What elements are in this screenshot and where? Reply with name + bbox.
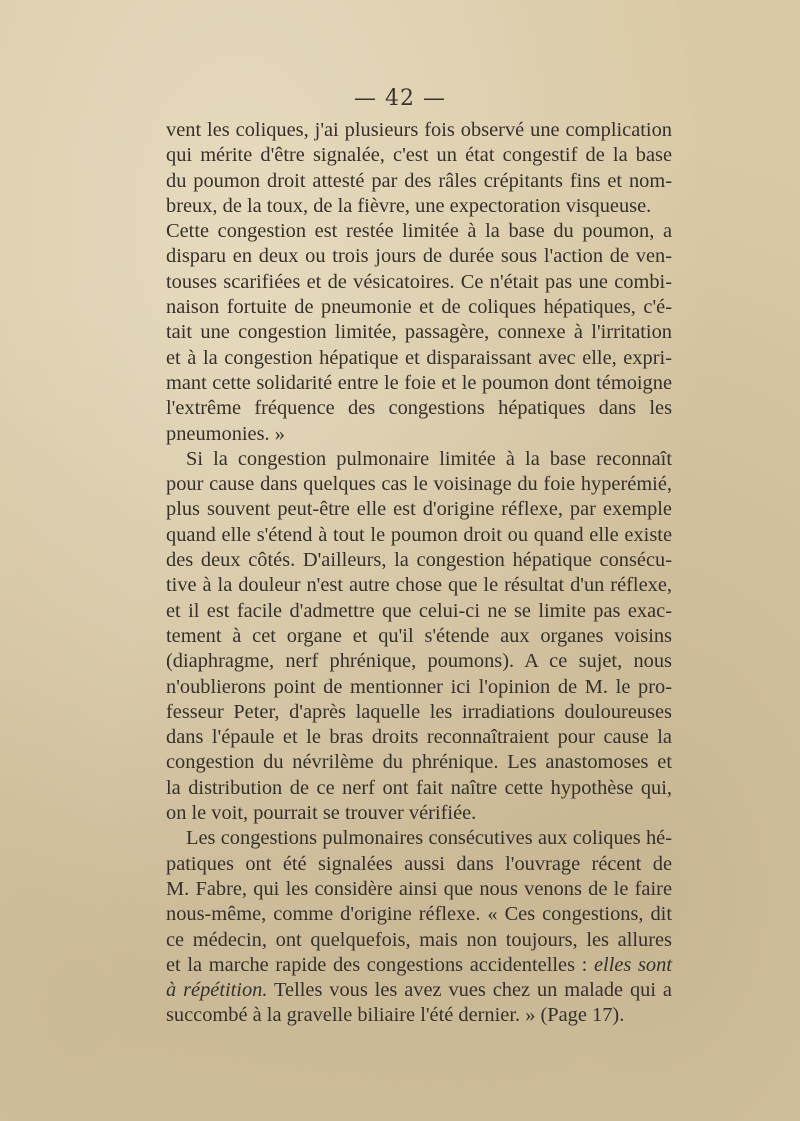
text-line <box>166 447 672 472</box>
line-text: fesseur Peter, d'après laquelle les irradiations douloureuses <box>166 700 672 723</box>
text-line <box>166 523 672 548</box>
line-text: dans l'épaule et le bras droits reconnaîtraient pour cause la <box>166 726 672 749</box>
text-line <box>166 928 672 953</box>
text-line <box>166 169 672 194</box>
text-line <box>166 624 672 649</box>
text-line <box>166 902 672 927</box>
text-line <box>166 422 672 447</box>
line-text: et il est facile d'admettre que celui-ci ne se limite pas exac- <box>166 599 672 622</box>
line-text: vent les coliques, j'ai plusieurs fois observé une complication <box>166 119 672 141</box>
line-text: tement à cet organe et qu'il s'étende aux organes voisins <box>166 624 672 647</box>
text-line <box>166 649 672 674</box>
line-text: l'extrême fréquence des congestions hépatiques dans les <box>166 397 672 420</box>
line-text: nous-même, comme d'origine réflexe. « Ces congestions, dit <box>166 903 672 926</box>
line-text: la distribution de ce nerf ont fait naître cette hypothèse qui, <box>166 776 672 799</box>
line-text: naison fortuite de pneumonie et de coliques hépatiques, c'é- <box>166 296 672 319</box>
text-line <box>166 776 672 801</box>
line-text: Cette congestion est restée limitée à la base du poumon, a <box>166 220 672 243</box>
page-number: — 42 — <box>354 86 446 111</box>
text-line <box>166 700 672 725</box>
text-line <box>166 801 672 826</box>
line-text: ce médecin, ont quelquefois, mais non toujours, les allures <box>166 928 672 951</box>
line-text: tait une congestion limitée, passagère, connexe à l'irritation <box>166 321 672 344</box>
text-line <box>166 472 672 497</box>
line-text: et à la congestion hépatique et disparaissant avec elle, expri- <box>166 346 672 369</box>
line-text: mant cette solidarité entre le foie et le poumon dont témoigne <box>166 371 672 394</box>
line-text: Les congestions pulmonaires consécutives aux coliques hé- <box>186 827 672 850</box>
text-line <box>166 599 672 624</box>
line-text: M. Fabre, qui les considère ainsi que nous venons de le faire <box>166 877 672 900</box>
text-line <box>166 497 672 522</box>
text-line <box>166 295 672 320</box>
text-line <box>166 270 672 295</box>
line-text: Si la congestion pulmonaire limitée à la base reconnaît <box>186 447 672 470</box>
text-line <box>166 244 672 269</box>
text-line <box>166 118 672 143</box>
line-text: plus souvent peut-être elle est d'origine réflexe, par exemple <box>166 498 672 521</box>
line-text: quand elle s'étend à tout le poumon droit ou quand elle existe <box>166 523 672 546</box>
italic-text: elles sont <box>593 953 672 976</box>
text-line <box>166 675 672 700</box>
text-line <box>166 978 672 1003</box>
text-line <box>166 396 672 421</box>
italic-text: à répétition. <box>166 979 268 1002</box>
text-line <box>166 219 672 244</box>
line-text: patiques ont été signalées aussi dans l'ouvrage récent de <box>166 852 672 875</box>
text-line <box>166 826 672 851</box>
line-text: qui mérite d'être signalée, c'est un état congestif de la base <box>166 144 672 167</box>
text-line <box>166 573 672 598</box>
text-line <box>166 953 672 978</box>
line-text: des deux côtés. D'ailleurs, la congestion hépatique consécu- <box>166 549 672 572</box>
line-text: tive à la douleur n'est autre chose que le résultat d'un réflexe, <box>166 574 672 597</box>
text-line <box>166 194 672 219</box>
line-text: et la marche rapide des congestions accidentelles : <box>166 953 594 976</box>
text-line <box>166 346 672 371</box>
body-text <box>166 118 672 1029</box>
text-line <box>166 143 672 168</box>
line-text: touses scarifiées et de vésicatoires. Ce n'était pas une combi- <box>166 270 672 293</box>
text-line <box>166 852 672 877</box>
line-text: on le voit, pourrait se trouver vérifiée. <box>166 802 477 825</box>
line-text: Telles vous les avez vues chez un malade qui a <box>267 979 672 1002</box>
text-line <box>166 725 672 750</box>
text-line <box>166 548 672 573</box>
line-text: n'oublierons point de mentionner ici l'opinion de M. le pro- <box>166 675 672 698</box>
text-line <box>166 1003 672 1028</box>
line-text: disparu en deux ou trois jours de durée sous l'action de ven- <box>166 245 672 268</box>
text-line <box>166 320 672 345</box>
line-text: du poumon droit attesté par des râles crépitants fins et nom- <box>166 169 672 192</box>
text-line <box>166 750 672 775</box>
line-text: breux, de la toux, de la fièvre, une expectoration visqueuse. <box>166 194 652 217</box>
text-line <box>166 877 672 902</box>
line-text: congestion du névrilème du phrénique. Les anastomoses et <box>166 751 672 774</box>
line-text: pneumonies. » <box>166 422 285 445</box>
line-text: (diaphragme, nerf phrénique, poumons). A ce sujet, nous <box>166 650 672 673</box>
text-line <box>166 371 672 396</box>
line-text: succombé à la gravelle biliaire l'été dernier. » (Page 17). <box>166 1004 625 1027</box>
line-text: pour cause dans quelques cas le voisinage du foie hyperémié, <box>166 473 672 496</box>
